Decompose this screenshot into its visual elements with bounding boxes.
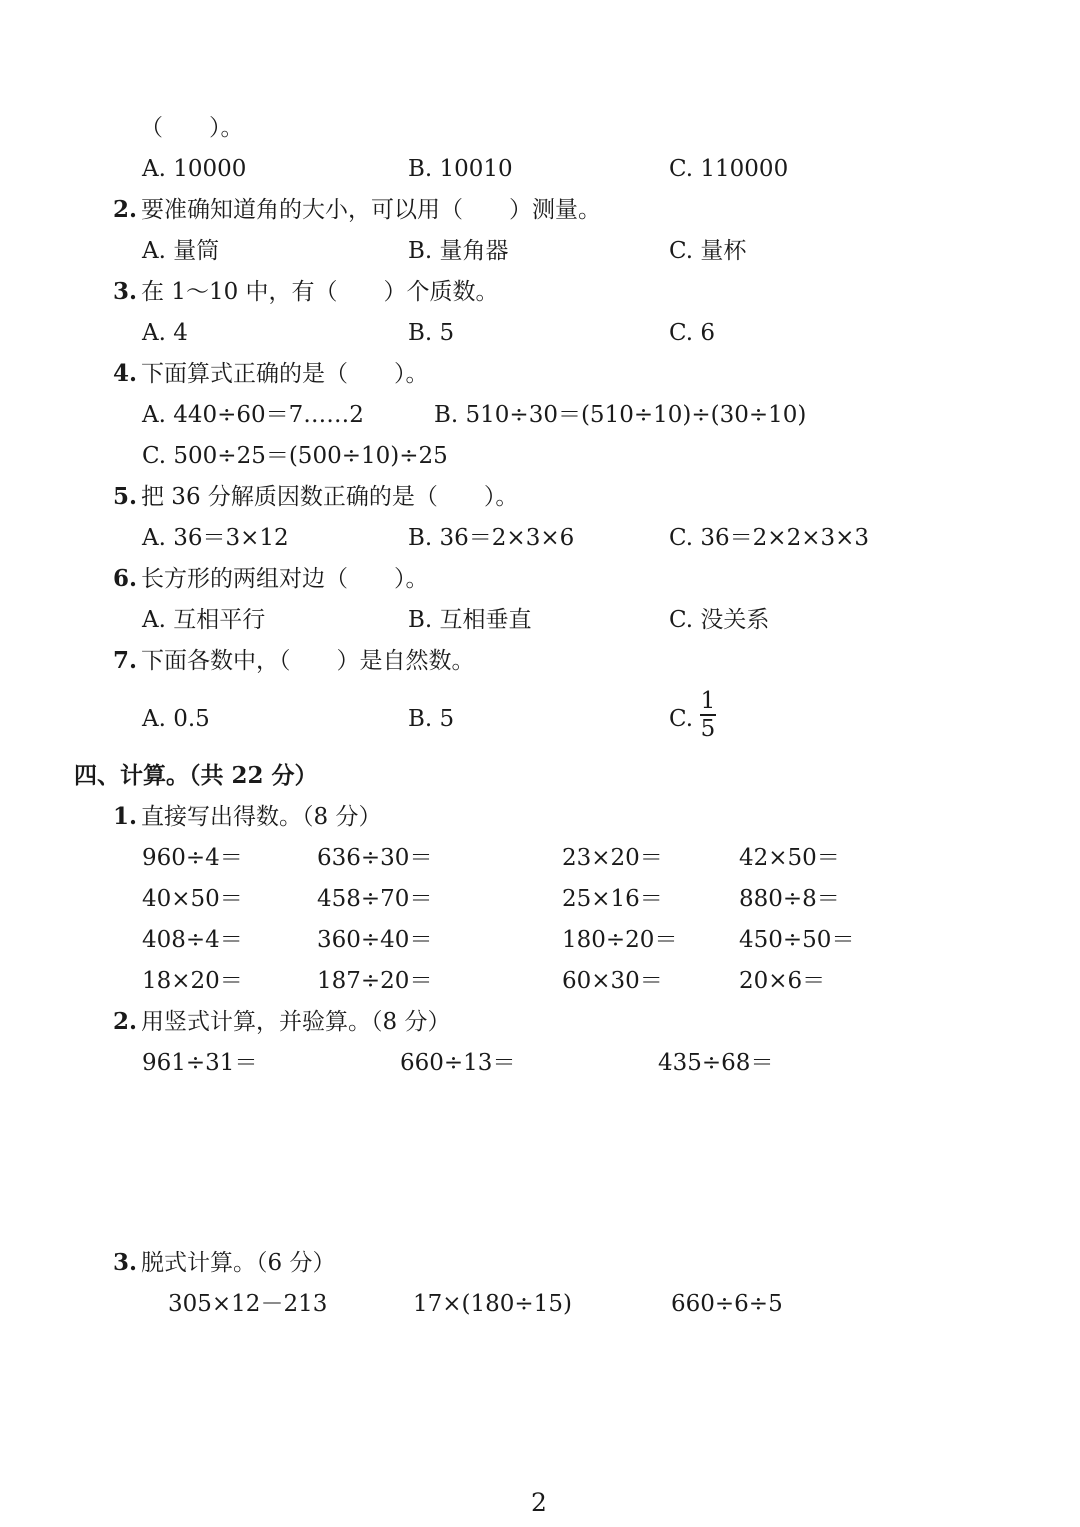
q5-option-b: B. 36＝2×3×6 xyxy=(408,525,575,551)
oral-calc-item: 880÷8＝ xyxy=(739,886,840,912)
q7-option-c-label: C. xyxy=(669,706,694,732)
q2-option-a: A. 量筒 xyxy=(142,238,220,264)
vertical-calc-item: 660÷13＝ xyxy=(400,1050,516,1076)
p2-text: 用竖式计算，并验算。（8 分） xyxy=(141,1009,451,1035)
q4-text: 下面算式正确的是（ ）。 xyxy=(141,361,429,387)
q4-option-b: B. 510÷30＝(510÷10)÷(30÷10) xyxy=(434,402,807,428)
q3-option-a: A. 4 xyxy=(142,320,188,346)
oral-calc-item: 960÷4＝ xyxy=(142,845,243,871)
q3-text: 在 1～10 中，有（ ）个质数。 xyxy=(141,279,499,305)
oral-calc-item: 60×30＝ xyxy=(562,968,663,994)
oral-calc-item: 458÷70＝ xyxy=(317,886,433,912)
p3-text: 脱式计算。（6 分） xyxy=(141,1250,336,1276)
page-number: 2 xyxy=(531,1488,547,1517)
oral-calc-item: 187÷20＝ xyxy=(317,968,433,994)
stepwise-calc-item: 305×12－213 xyxy=(168,1291,328,1317)
p2-number: 2. xyxy=(113,1008,138,1035)
oral-calc-item: 40×50＝ xyxy=(142,886,243,912)
q1-option-b: B. 10010 xyxy=(408,156,513,182)
fraction-numerator: 1 xyxy=(700,688,716,714)
oral-calc-item: 450÷50＝ xyxy=(739,927,855,953)
oral-calc-item: 636÷30＝ xyxy=(317,845,433,871)
q4-option-a: A. 440÷60＝7……2 xyxy=(142,402,364,428)
q3-option-b: B. 5 xyxy=(408,320,455,346)
q2-number: 2. xyxy=(113,196,138,223)
q7-number: 7. xyxy=(113,647,138,674)
section-title: 四、计算。（共 22 分） xyxy=(74,762,318,789)
p1-text: 直接写出得数。（8 分） xyxy=(141,804,382,830)
q7-text: 下面各数中，（ ）是自然数。 xyxy=(141,648,475,674)
oral-calc-item: 25×16＝ xyxy=(562,886,663,912)
oral-calc-item: 23×20＝ xyxy=(562,845,663,871)
q4-number: 4. xyxy=(113,360,138,387)
q5-text: 把 36 分解质因数正确的是（ ）。 xyxy=(141,484,519,510)
vertical-calc-item: 435÷68＝ xyxy=(658,1050,774,1076)
vertical-calc-item: 961÷31＝ xyxy=(142,1050,258,1076)
q6-number: 6. xyxy=(113,565,138,592)
q6-option-c: C. 没关系 xyxy=(669,607,770,633)
stepwise-calc-item: 660÷6÷5 xyxy=(671,1291,783,1317)
oral-calc-item: 42×50＝ xyxy=(739,845,840,871)
q4-option-c: C. 500÷25＝(500÷10)÷25 xyxy=(142,443,448,469)
p3-number: 3. xyxy=(113,1249,138,1276)
q5-number: 5. xyxy=(113,483,138,510)
p1-number: 1. xyxy=(113,803,138,830)
q7-option-c-fraction xyxy=(700,689,716,741)
oral-calc-item: 18×20＝ xyxy=(142,968,243,994)
q6-option-b: B. 互相垂直 xyxy=(408,607,532,633)
q2-text: 要准确知道角的大小，可以用（ ）测量。 xyxy=(141,197,601,223)
q1-tail: （ ）。 xyxy=(140,115,244,141)
q1-option-a: A. 10000 xyxy=(142,156,247,182)
q1-option-c: C. 110000 xyxy=(669,156,789,182)
q6-text: 长方形的两组对边（ ）。 xyxy=(141,566,429,592)
q6-option-a: A. 互相平行 xyxy=(142,607,266,633)
q7-option-b: B. 5 xyxy=(408,706,455,732)
fraction-denominator: 5 xyxy=(700,716,716,742)
q5-option-a: A. 36＝3×12 xyxy=(142,525,289,551)
q7-option-a: A. 0.5 xyxy=(142,706,210,732)
oral-calc-item: 360÷40＝ xyxy=(317,927,433,953)
q5-option-c: C. 36＝2×2×3×3 xyxy=(669,525,870,551)
q2-option-b: B. 量角器 xyxy=(408,238,509,264)
q3-option-c: C. 6 xyxy=(669,320,716,346)
q2-option-c: C. 量杯 xyxy=(669,238,747,264)
oral-calc-item: 180÷20＝ xyxy=(562,927,678,953)
q3-number: 3. xyxy=(113,278,138,305)
stepwise-calc-item: 17×(180÷15) xyxy=(413,1291,572,1317)
oral-calc-item: 20×6＝ xyxy=(739,968,826,994)
oral-calc-item: 408÷4＝ xyxy=(142,927,243,953)
